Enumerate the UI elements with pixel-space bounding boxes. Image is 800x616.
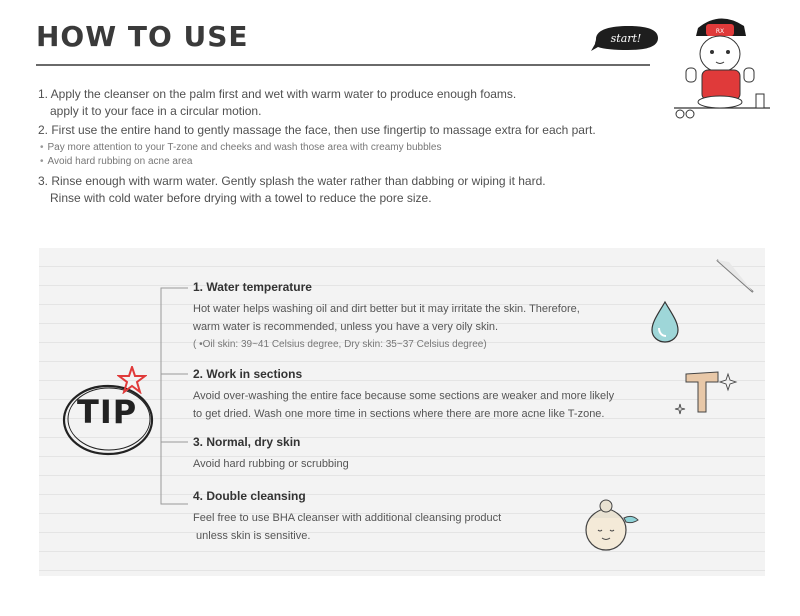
tip-label: TIP: [77, 393, 138, 431]
start-bubble-icon: [590, 23, 662, 53]
tip-bracket: [160, 287, 190, 505]
note-1: • Pay more attention to your T-zone and cheeks and wash those area with creamy bubbles: [40, 142, 442, 153]
svg-text:RX: RX: [715, 28, 725, 35]
step-1: 1. Apply the cleanser on the palm first and wet with warm water to produce enough foams. apply it to your face in a circular motion.: [38, 87, 517, 118]
face-towel-icon: [576, 496, 644, 556]
tip-item-double-cleansing: 4. Double cleansing Feel free to use BHA cleanser with additional cleansing product unless skin is sensitive.: [193, 489, 502, 542]
tip-item-normal-dry-skin: 3. Normal, dry skin Avoid hard rubbing or scrubbing: [193, 435, 349, 470]
step-2: 2. First use the entire hand to gently massage the face, then use fingertip to massage extra for each part.: [38, 123, 596, 137]
tip-item-work-in-sections: 2. Work in sections Avoid over-washing the entire face because some sections are weaker and more likely to get dried. Wash one more time in sections where there are more acne like T-zone.: [193, 367, 615, 420]
tip-item-water-temperature: 1. Water temperature Hot water helps washing oil and dirt better but it may irritate the skin. Therefore, warm water is recommended, unless you have a very oily skin. ( •Oil skin: 39~41 Celsius degree, Dry skin: 35~37 Celsius degree): [193, 280, 580, 350]
note-2: • Avoid hard rubbing on acne area: [40, 156, 193, 167]
title-divider: [36, 64, 650, 66]
star-icon: [117, 366, 147, 394]
t-zone-icon: [672, 368, 748, 420]
page-title: HOW TO USE: [36, 20, 249, 53]
water-drop-icon: [648, 300, 682, 344]
step-3: 3. Rinse enough with warm water. Gently splash the water rather than dabbing or wiping it hard. Rinse with cold water before drying with a towel to reduce the pore size.: [38, 174, 546, 205]
start-badge-label: start!: [610, 32, 642, 45]
character-illustration: [672, 8, 772, 128]
page-fold: [715, 258, 755, 294]
usage-steps: [38, 86, 598, 209]
